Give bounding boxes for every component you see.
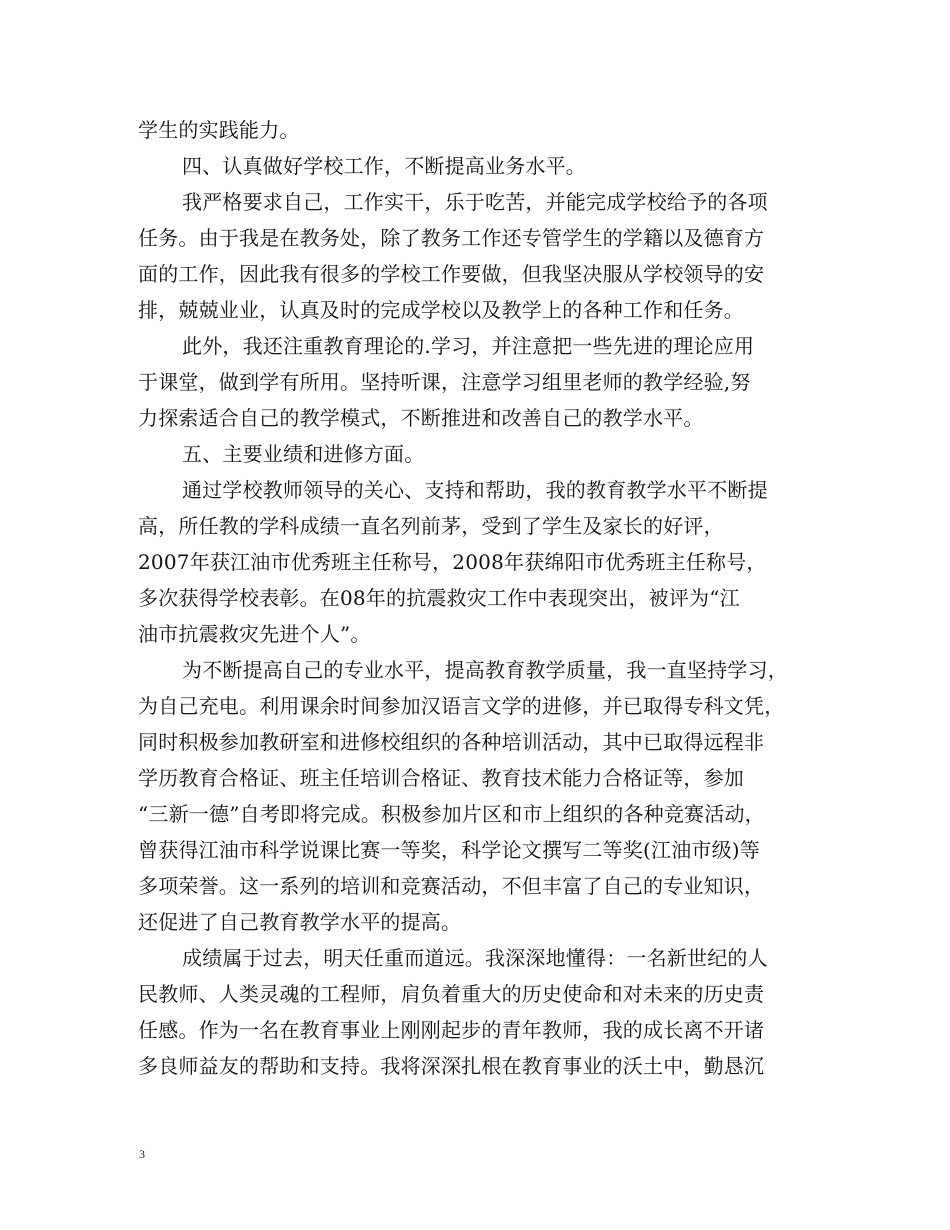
page-number: 3 — [139, 1147, 145, 1161]
text-line: 为不断提高自己的专业水平，提高教育教学质量，我一直坚持学习， — [182, 658, 788, 682]
text-line: 五、主要业绩和进修方面。 — [182, 442, 425, 466]
text-line: 为自己充电。利用课余时间参加汉语言文学的进修，并已取得专科文凭， — [138, 694, 785, 718]
text-line: 还促进了自己教育教学水平的提高。 — [138, 910, 462, 934]
text-line: 学历教育合格证、班主任培训合格证、教育技术能力合格证等，参加 — [138, 766, 744, 790]
text-line: 多良师益友的帮助和支持。我将深深扎根在教育事业的沃土中，勤恳沉 — [138, 1054, 765, 1078]
text-line: 四、认真做好学校工作，不断提高业务水平。 — [182, 154, 586, 178]
text-line: 高，所任教的学科成绩一直名列前茅，受到了学生及家长的好评， — [138, 514, 724, 538]
text-line: 于课堂，做到学有所用。坚持听课，注意学习组里老师的教学经验,努 — [138, 370, 751, 394]
text-line: 成绩属于过去，明天任重而道远。我深深地懂得：一名新世纪的人 — [182, 946, 768, 970]
text-line: 2007年获江油市优秀班主任称号，2008年获绵阳市优秀班主任称号， — [138, 550, 767, 574]
text-line: 民教师、人类灵魂的工程师，肩负着重大的历史使命和对未来的历史责 — [138, 982, 765, 1006]
text-line: 面的工作，因此我有很多的学校工作要做，但我坚决服从学校领导的安 — [138, 262, 765, 286]
text-line: “三新一德”自考即将完成。积极参加片区和市上组织的各种竞赛活动， — [138, 802, 765, 826]
text-line: 学生的实践能力。 — [138, 118, 300, 142]
text-line: 任务。由于我是在教务处，除了教务工作还专管学生的学籍以及德育方 — [138, 226, 765, 250]
text-line: 此外，我还注重教育理论的.学习，并注意把一些先进的理论应用 — [182, 334, 755, 358]
text-line: 油市抗震救灾先进个人”。 — [138, 622, 371, 646]
text-line: 多项荣誉。这一系列的培训和竞赛活动，不但丰富了自己的专业知识， — [138, 874, 765, 898]
text-line: 任感。作为一名在教育事业上刚刚起步的青年教师，我的成长离不开诸 — [138, 1018, 765, 1042]
text-line: 力探索适合自己的教学模式，不断推进和改善自己的教学水平。 — [138, 406, 704, 430]
text-line: 通过学校教师领导的关心、支持和帮助，我的教育教学水平不断提 — [182, 478, 768, 502]
text-line: 排，兢兢业业，认真及时的完成学校以及教学上的各种工作和任务。 — [138, 298, 744, 322]
text-line: 曾获得江油市科学说课比赛一等奖，科学论文撰写二等奖(江油市级)等 — [138, 838, 761, 862]
document-body — [138, 112, 828, 1084]
text-line: 我严格要求自己，工作实干，乐于吃苦，并能完成学校给予的各项 — [182, 190, 768, 214]
text-line: 同时积极参加教研室和进修校组织的各种培训活动，其中已取得远程非 — [138, 730, 765, 754]
text-line: 多次获得学校表彰。在08年的抗震救灾工作中表现突出，被评为“江 — [138, 586, 740, 610]
